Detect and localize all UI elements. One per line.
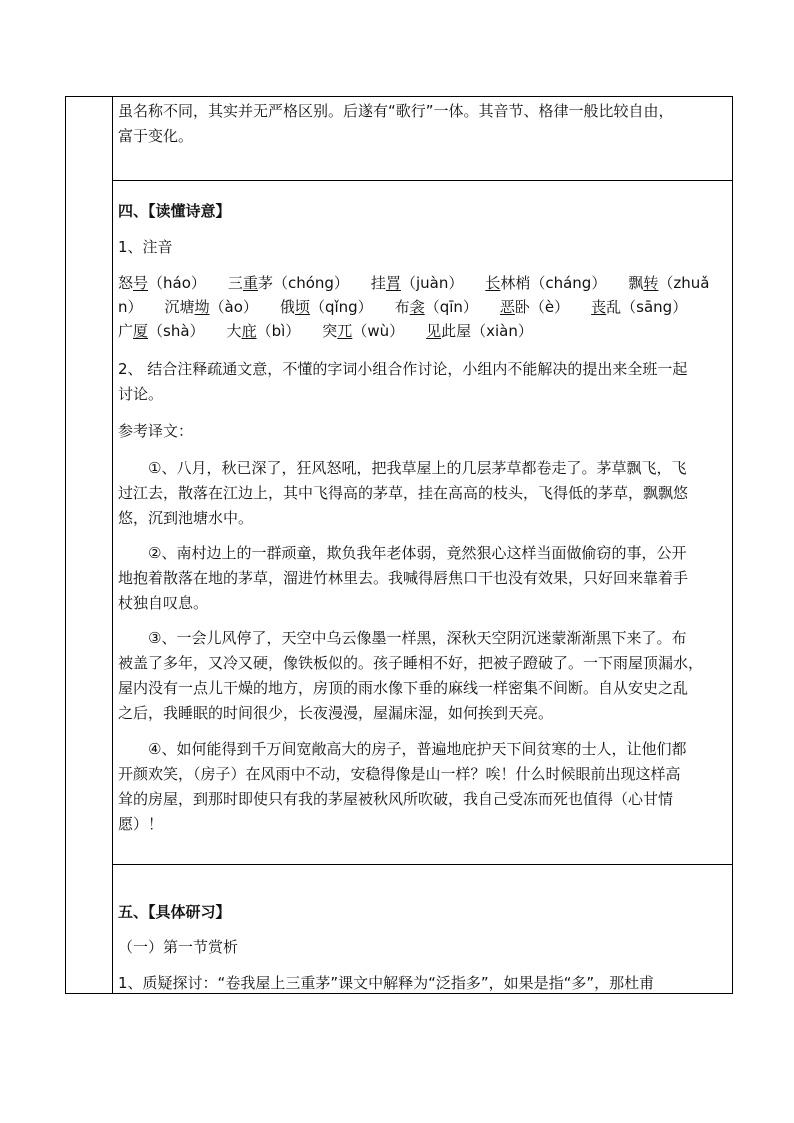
sub-heading: （一）第一节赏析 <box>118 938 239 956</box>
translation-line: 被盖了多年，又冷又硬，像铁板似的。孩子睡相不好，把被子蹬破了。一下雨屋顶漏水， <box>118 654 704 672</box>
instruction-line: 2、 结合注释疏通文意，不懂的字词小组合作讨论，小组内不能解决的提出来全班一起 <box>118 360 688 378</box>
annotated-char: 庇 <box>241 322 257 340</box>
translation-line: 耸的房屋，到那时即使只有我的茅屋被秋风所吹破，我自己受冻而死也值得（心甘情 <box>118 790 674 808</box>
annotated-char: 顷 <box>294 298 310 316</box>
translation-line: 杖独自叹息。 <box>118 594 209 612</box>
annotated-char: 长 <box>485 274 501 292</box>
translation-line: 开颜欢笑，（房子）在风雨中不动，安稳得像是山一样？唉！什么时候眼前出现这样高 <box>118 765 681 783</box>
annotated-char: 号 <box>133 274 149 292</box>
annotated-char: 厦 <box>133 322 149 340</box>
annotated-char: 兀 <box>337 322 353 340</box>
pinyin-item: 长林梢（cháng） <box>485 274 607 292</box>
translation-line: ③、一会儿风停了，天空中乌云像墨一样黑，深秋天空阴沉迷蒙渐渐黑下来了。布 <box>148 629 687 647</box>
annotated-char: 重 <box>242 274 258 292</box>
pinyin-item: n） <box>118 298 143 316</box>
pinyin-item: 怒号（háo） <box>118 274 206 292</box>
pinyin-row <box>118 295 687 319</box>
intro-line: 虽名称不同，其实并无严格区别。后遂有“歌行”一体。其音节、格律一般比较自由， <box>118 102 674 120</box>
row-divider <box>113 180 733 181</box>
section-heading: 四、【读懂诗意】 <box>118 202 231 220</box>
label-column <box>66 97 113 993</box>
translation-line: 愿）！ <box>118 815 164 833</box>
section-heading: 五、【具体研习】 <box>118 903 231 921</box>
translation-line: 地抱着散落在地的茅草，溜进竹林里去。我喊得唇焦口干也没有效果，只好回来靠着手 <box>118 569 689 587</box>
translation-line: ②、南村边上的一群顽童，欺负我年老体弱，竟然狠心这样当面做偷窃的事，公开 <box>148 544 687 562</box>
pinyin-item: 布衾（qīn） <box>394 298 478 316</box>
row-divider <box>113 864 733 865</box>
annotated-char: 衾 <box>409 298 425 316</box>
pinyin-item: 见此屋（xiàn） <box>426 322 533 340</box>
pinyin-item: 三重茅（chóng） <box>227 274 349 292</box>
reference-label: 参考译文： <box>118 422 194 440</box>
pinyin-item: 飘转（zhuǎ <box>628 274 710 292</box>
pinyin-row <box>118 271 709 295</box>
pinyin-item: 丧乱（sāng） <box>591 298 688 316</box>
translation-line: 过江去，散落在江边上，其中飞得高的茅草，挂在高高的枝头，飞得低的茅草，飘飘悠 <box>118 484 689 502</box>
instruction-line: 讨论。 <box>118 385 164 403</box>
annotated-char: 转 <box>643 274 659 292</box>
pinyin-item: 大庇（bì） <box>226 322 301 340</box>
annotated-char: 丧 <box>591 298 607 316</box>
pinyin-item: 恶卧（è） <box>499 298 570 316</box>
translation-line: 悠，沉到池塘水中。 <box>118 509 254 527</box>
annotated-char: 坳 <box>194 298 210 316</box>
pinyin-item: 俄顷（qǐng） <box>279 298 373 316</box>
intro-line: 富于变化。 <box>118 127 194 145</box>
translation-line: ④、如何能得到千万间宽敞高大的房子，普遍地庇护天下间贫寒的士人，让他们都 <box>148 740 687 758</box>
annotated-char: 见 <box>426 322 442 340</box>
content-table <box>65 96 733 994</box>
pinyin-item: 广厦（shà） <box>118 322 205 340</box>
question-line: 1、质疑探讨：“卷我屋上三重茅”课文中解释为“泛指多”，如果是指“多”，那杜甫 <box>118 974 655 992</box>
sub-heading: 1、注音 <box>118 238 173 256</box>
translation-line: ①、八月，秋已深了，狂风怒吼，把我草屋上的几层茅草都卷走了。茅草飘飞，飞 <box>148 459 687 477</box>
pinyin-item: 突兀（wù） <box>322 322 405 340</box>
annotated-char: 罥 <box>385 274 401 292</box>
pinyin-row <box>118 319 533 343</box>
translation-line: 之后，我睡眠的时间很少，长夜漫漫，屋漏床湿，如何挨到天亮。 <box>118 704 554 722</box>
translation-line: 屋内没有一点儿干燥的地方，房顶的雨水像下垂的麻线一样密集不间断。自从安史之乱 <box>118 679 689 697</box>
pinyin-item: 沉塘坳（ào） <box>164 298 258 316</box>
pinyin-item: 挂罥（juàn） <box>370 274 464 292</box>
annotated-char: 恶 <box>499 298 515 316</box>
